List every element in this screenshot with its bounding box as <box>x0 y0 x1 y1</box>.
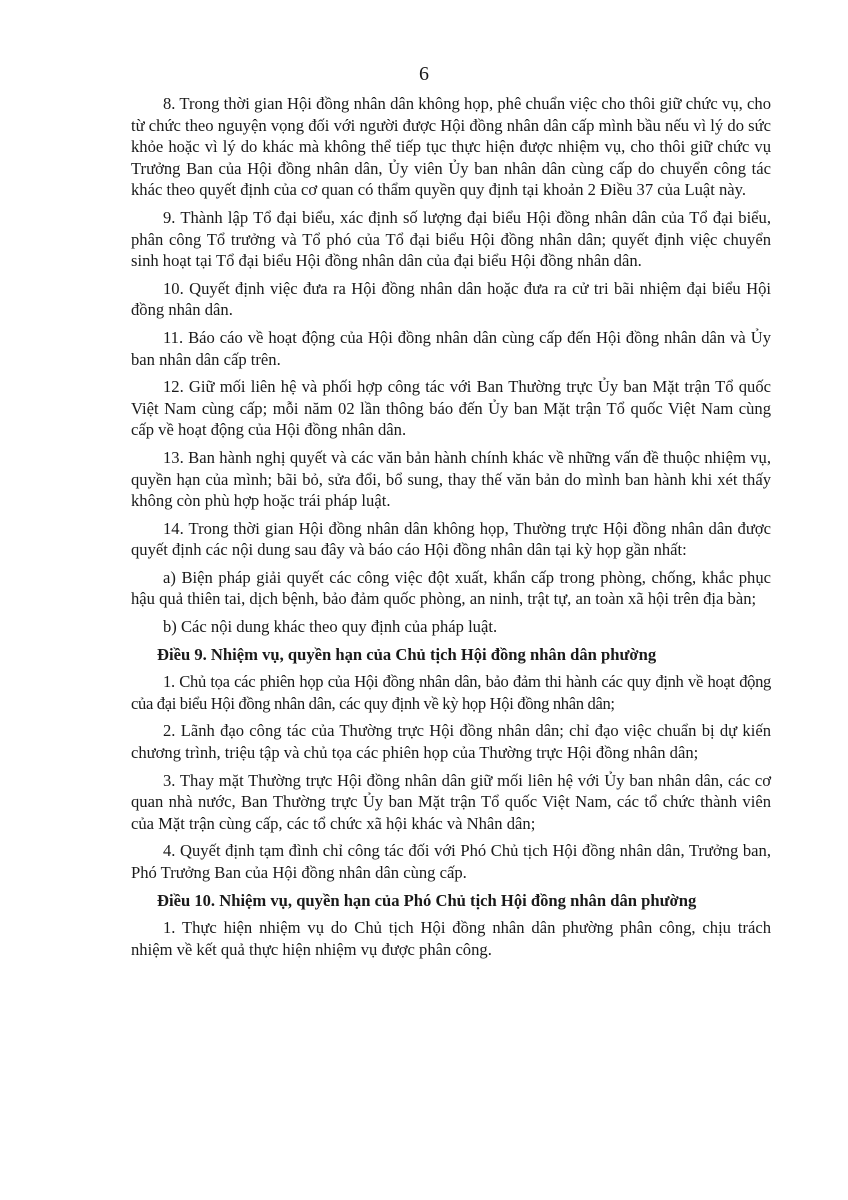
article-10-heading: Điều 10. Nhiệm vụ, quyền hạn của Phó Chủ tịch Hội đồng nhân dân phường <box>157 890 697 910</box>
paragraph-12: 12. Giữ mối liên hệ và phối hợp công tác với Ban Thường trực Ủy ban Mặt trận Tổ quốc Việt Nam cùng cấp; mỗi năm 02 lần thông báo đến Ủy ban Mặt trận Tổ quốc Việt Nam cùng cấp về hoạt động của Hội đồng nhân dân. <box>131 377 771 440</box>
paragraph-8: 8. Trong thời gian Hội đồng nhân dân không họp, phê chuẩn việc cho thôi giữ chức vụ, cho từ chức theo nguyện vọng đối với người được Hội đồng nhân dân cấp mình bầu nếu vì lý do sức khỏe hoặc vì lý do khác mà không thể tiếp tục thực hiện được nhiệm vụ, cho thôi giữ chức vụ Trưởng Ban của Hội đồng nhân dân, Ủy viên Ủy ban nhân dân cùng cấp do chuyển công tác khác theo quyết định của cơ quan có thẩm quyền quy định tại khoản 2 Điều 37 của Luật này. <box>131 94 771 200</box>
paragraph-9: 9. Thành lập Tổ đại biểu, xác định số lượng đại biểu Hội đồng nhân dân của Tổ đại biểu, phân công Tổ trưởng và Tổ phó của Tổ đại biểu Hội đồng nhân dân; quyết định việc chuyển sinh hoạt tại Tổ đại biểu Hội đồng nhân dân của đại biểu Hội đồng nhân dân. <box>131 207 771 271</box>
article-10-item-1: 1. Thực hiện nhiệm vụ do Chủ tịch Hội đồng nhân dân phường phân công, chịu trách nhiệm về kết quả thực hiện nhiệm vụ được phân công. <box>131 918 771 959</box>
article-9-item-1: 1. Chủ tọa các phiên họp của Hội đồng nhân dân, bảo đảm thi hành các quy định về hoạt động của đại biểu Hội đồng nhân dân, các quy định về kỳ họp Hội đồng nhân dân; <box>131 672 771 713</box>
article-9-heading: Điều 9. Nhiệm vụ, quyền hạn của Chủ tịch Hội đồng nhân dân phường <box>157 644 657 664</box>
page-number: 6 <box>419 63 429 85</box>
paragraph-14b: b) Các nội dung khác theo quy định của pháp luật. <box>163 617 498 637</box>
paragraph-10: 10. Quyết định việc đưa ra Hội đồng nhân dân hoặc đưa ra cử tri bãi nhiệm đại biểu Hội đồng nhân dân. <box>131 278 771 320</box>
article-9-item-2: 2. Lãnh đạo công tác của Thường trực Hội đồng nhân dân; chỉ đạo việc chuẩn bị dự kiến chương trình, triệu tập và chủ tọa các phiên họp của Thường trực Hội đồng nhân dân; <box>131 721 771 763</box>
paragraph-14a: a) Biện pháp giải quyết các công việc đột xuất, khẩn cấp trong phòng, chống, khắc phục hậu quả thiên tai, dịch bệnh, bảo đảm quốc phòng, an ninh, trật tự, an toàn xã hội trên địa bàn; <box>131 567 771 609</box>
document-body <box>131 93 771 966</box>
paragraph-13: 13. Ban hành nghị quyết và các văn bản hành chính khác về những vấn đề thuộc nhiệm vụ, quyền hạn của mình; bãi bỏ, sửa đổi, bổ sung, thay thế văn bản do mình ban hành khi xét thấy không còn phù hợp hoặc trái pháp luật. <box>131 447 771 511</box>
article-9-item-4: 4. Quyết định tạm đình chỉ công tác đối với Phó Chủ tịch Hội đồng nhân dân, Trưởng ban, Phó Trưởng Ban của Hội đồng nhân dân cùng cấp. <box>131 841 771 882</box>
paragraph-11: 11. Báo cáo về hoạt động của Hội đồng nhân dân cùng cấp đến Hội đồng nhân dân và Ủy ban nhân dân cấp trên. <box>131 327 771 369</box>
article-9-item-3: 3. Thay mặt Thường trực Hội đồng nhân dân giữ mối liên hệ với Ủy ban nhân dân, các cơ quan nhà nước, Ban Thường trực Ủy ban Mặt trận Tổ quốc Việt Nam, các tổ chức thành viên của Mặt trận cùng cấp, các tổ chức xã hội khác và Nhân dân; <box>131 770 771 833</box>
paragraph-14: 14. Trong thời gian Hội đồng nhân dân không họp, Thường trực Hội đồng nhân dân được quyết định các nội dung sau đây và báo cáo Hội đồng nhân dân tại kỳ họp gần nhất: <box>131 518 771 560</box>
